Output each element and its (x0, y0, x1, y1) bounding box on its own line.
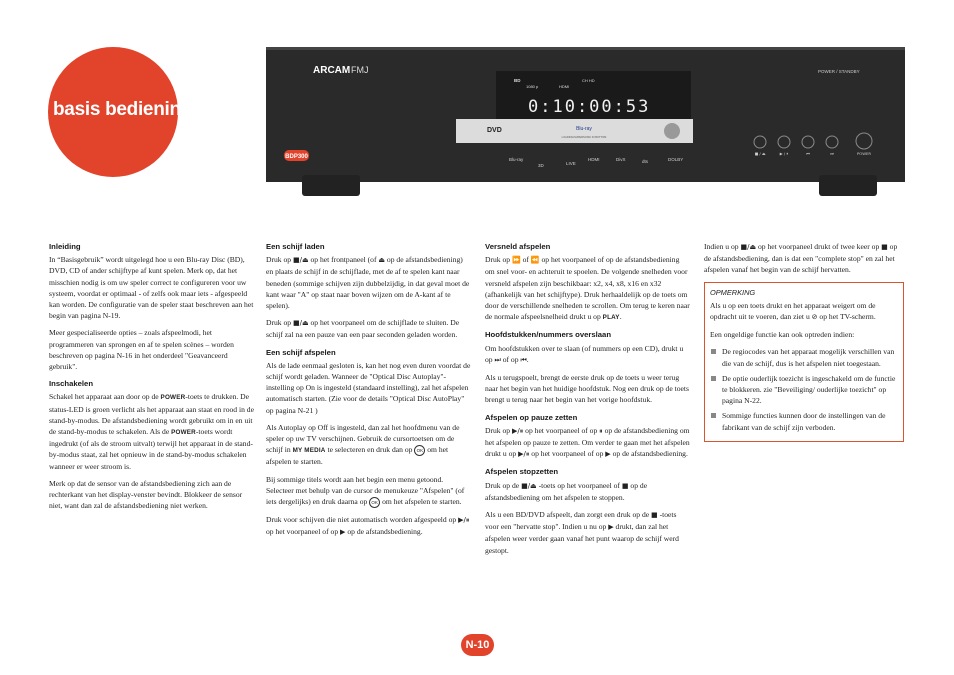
dvd-logo: DVD (487, 127, 502, 134)
note-list (710, 346, 898, 432)
player-foot-right (819, 175, 877, 196)
stop-eject-icon: ■/⏏ (293, 319, 309, 328)
stop-eject-icon: ■/⏏ (521, 481, 537, 490)
play-key-label: PLAY (602, 314, 620, 322)
heading-schijf-afspelen: Een schijf afspelen (266, 347, 336, 357)
logo-dts: dts (642, 159, 649, 164)
note-list-item: Sommige functies kunnen door de instellingen van de fabrikant van de schijf zijn verboden. (710, 410, 898, 432)
heading-versneld: Versneld afspelen (485, 242, 551, 251)
play-icon: ▶ (605, 450, 611, 459)
model-label: BDP300 (285, 154, 308, 160)
note-paragraph-1: Als u op een toets drukt en het apparaat weigert om de opdracht uit te voeren, dan ziet u ⊘ op het TV-scherm. (710, 300, 898, 323)
paragraph-autoplay: Als de lade eenmaal gesloten is, kan het nog even duren voordat de schijf wordt geladen. Wanneer de "Optical Disc Autoplay"-instelling op On is ingesteld (standaard instelling), zal het afspelen automatisch starten. (Zie voor de details "Optical Disc AutoPlay" op pagina N-21 ) (266, 360, 471, 415)
power-button[interactable] (856, 133, 872, 149)
column-4 (704, 241, 904, 442)
column-1 (49, 241, 254, 517)
brand-logo: ARCAM (313, 65, 351, 76)
section-title-circle (48, 47, 193, 177)
paragraph-power: Schakel het apparaat aan door op de POWER-toets te drukken. De status-LED is groen verlicht als het apparaat aan staat en rood in de stand-by-modus. De afstandsbediening wordt gebruikt om in en uit de stand-by-modus te schakelen. Als de POWER-toets wordt ingedrukt (of als de stroom uitvalt) terwijl het apparaat in de stand-by-modus staat, zal het opnieuw in de stand-by-modus schakelen wanneer er weer stroom is. (49, 392, 254, 471)
paragraph-fast: Druk op ⏩ of ⏪ op het voorpaneel of op de afstandsbediening om snel voor- en achteruit te spoelen. De volgende snelheden voor versneld afspelen zijn beschikbaar: x2, x4, x8, x16 en x32 (afhankelijk van het schijftype). Druk herhaaldelijk op de toets om door de verschillende snelheden te scrollen. Om terug te keren naar de normale afspeelsnelheid drukt u op PLAY. (485, 255, 690, 322)
paragraph-mymedia: Als Autoplay op Off is ingesteld, dan zal het hoofdmenu van de speler op uw TV verschijnen. Gebruik de cursortoetsen om de schijf in MY MEDIA te selecteren en druk dan op OK om het afspelen te starten. (266, 422, 460, 467)
play-pause-button[interactable] (778, 136, 790, 148)
heading-stopzetten: Afspelen stopzetten (485, 467, 559, 477)
next-icon: ⏭ (494, 355, 501, 364)
note-title: OPMERKING (710, 287, 756, 297)
paragraph-sensor: Merk op dat de sensor van de afstandsbediening zich aan de rechterkant van het display-venster bevindt. Blokkeer de sensor niet, want dan zal de afstandsbediening niet werken. (49, 478, 243, 511)
tray-label: LOADING/SUPERSONIC IN BOTTOM (561, 136, 607, 139)
pause-icon: ⏸ (599, 426, 603, 435)
paragraph-menu: Bij sommige titels wordt aan het begin een menu getoond. Selecteer met behulp van de cursor de menukeuze "Afspelen" (of iets dergelijks) en druk daarna op OK om het afspelen te starten. (266, 474, 465, 507)
next-label: ⏭ (830, 151, 834, 156)
display-hdmi: HDMI (559, 84, 570, 89)
prohibited-icon: ⊘ (811, 313, 818, 322)
note-box (704, 282, 904, 442)
play-pause-label: ▶ / ⏸ (779, 151, 789, 156)
stop-icon: ■ (621, 481, 629, 490)
logo-live: LIVE (566, 161, 576, 166)
stop-icon: ■ (881, 243, 888, 251)
column-3 (485, 241, 690, 562)
eject-icon: ⏏ (378, 256, 386, 265)
player-foot-left (302, 175, 360, 196)
section-title: basis bediening (53, 99, 193, 120)
paragraph-resume: Als u een BD/DVD afspeelt, dan zorgt een druk op de ■ -toets voor een "hervatte stop". Indien u nu op ▶ drukt, dan zal het afspelen weer verder gaan vanaf het punt waarop de schijf werd gestopt. (485, 510, 679, 555)
play-pause-icon: ▶/⏸ (512, 426, 524, 435)
my-media-label: MY MEDIA (292, 447, 326, 455)
stop-eject-icon: ■/⏏ (740, 243, 757, 251)
stop-eject-button[interactable] (754, 136, 766, 148)
display-ch: CH HD (582, 78, 595, 83)
logo-divx: DivX (616, 157, 626, 162)
display-digits: 0:10:00:53 (528, 97, 651, 117)
next-button[interactable] (826, 136, 838, 148)
play-icon: ▶ (608, 523, 614, 532)
player-image (266, 47, 905, 196)
heading-inleiding: Inleiding (49, 242, 81, 251)
stop-eject-icon: ■/⏏ (293, 256, 309, 265)
rewind-icon: ⏪ (530, 256, 540, 265)
power-button-label: POWER (856, 151, 872, 156)
logo-bluray: Blu-ray (509, 157, 524, 162)
display-bd: BD (514, 78, 521, 83)
logo-3d: 3D (538, 163, 544, 168)
heading-pauze: Afspelen op pauze zetten (485, 412, 578, 422)
paragraph-complete-stop: Indien u op ■/⏏ op het voorpaneel drukt of twee keer op ■ op de afstandsbediening, dan is dat een "complete stop" en zal het afspelen vanaf het begin van de schijf hervatten. (704, 242, 898, 275)
ok-icon: OK (414, 445, 425, 456)
paragraph-close: Druk op ■/⏏ op het voorpaneel om de schijflade te sluiten. De schijf zal na een pauze van een paar seconden geladen worden. (266, 318, 460, 340)
stop-icon: ■ (651, 511, 658, 520)
power-key-label-2: POWER (171, 429, 196, 437)
display-1080p: 1080 p (526, 84, 539, 89)
prev-button[interactable] (802, 136, 814, 148)
paragraph-intro: In “Basisgebruik” wordt uitgelegd hoe u een Blu-ray Disc (BD), DVD, CD of ander schijftype af kunt spelen. Merk op, dat het misschien nodig is om uw speler correct te configureren voor uw systeem, voordat er optimaal - of zelfs ook maar iets - afgespeeld kan worden. De configuratie van de speler staat beschreven aan het begin van pagina N-19. (49, 255, 254, 321)
paragraph-skip: Om hoofdstukken over te slaan (of nummers op een CD), drukt u op ⏭ of op ⏮. (485, 343, 690, 366)
page-number: N-10 (461, 634, 494, 656)
cd-logo (664, 123, 680, 139)
logo-hdmi: HDMI (588, 157, 600, 162)
note-paragraph-2: Een ongeldige functie kan ook optreden indien: (710, 330, 855, 340)
paragraph-stop: Druk op de ■/⏏ -toets op het voorpaneel of ■ op de afstandsbediening om het afspelen te stoppen. (485, 480, 648, 502)
fast-forward-icon: ⏩ (512, 256, 521, 265)
paragraph-manual-play: Druk voor schijven die niet automatisch worden afgespeeld op ▶/⏸ op het voorpaneel of op ▶ op de afstandsbediening. (266, 514, 471, 538)
power-standby-label: POWER / STANDBY (818, 69, 860, 74)
note-list-item: De optie ouderlijk toezicht is ingeschakeld om de functie te blokkeren. zie "Beveiliging/ ouderlijke toezicht" op pagina N-22. (710, 373, 898, 407)
ok-icon: OK (369, 497, 380, 508)
column-2 (266, 241, 471, 544)
note-list-item: De regiocodes van het apparaat mogelijk verschillen van die van de schijf, dus is het afspelen niet toegestaan. (710, 346, 898, 368)
paragraph-load: Druk op ■/⏏ op het frontpaneel (of ⏏ op de afstandsbediening) en plaats de schijf in de schijflade, met de af te spelen kant naar beneden (sommige schijven zijn dubbelzijdig, in dat geval moet de kant waar "A" op staat naar boven wijzen om de A-kant af te spelen). (266, 255, 470, 311)
series-logo: FMJ (351, 65, 369, 75)
prev-icon: ⏮ (520, 355, 527, 364)
play-pause-icon: ▶/⏸ (458, 515, 470, 524)
logo-dolby: DOLBY (668, 157, 684, 162)
bluray-tray-logo: Blu-ray (576, 126, 592, 132)
paragraph-advanced: Meer gespecialiseerde opties – zoals afspeelmodi, het programmeren van sprongen en af te spelen scènes – worden beschreven op pagina N-16 in het onderdeel "Geavanceerd gebruik". (49, 328, 234, 372)
play-pause-icon: ▶/⏸ (518, 450, 530, 459)
heading-schijf-laden: Een schijf laden (266, 242, 325, 251)
heading-overslaan: Hoofdstukken/nummers overslaan (485, 330, 612, 340)
heading-inschakelen: Inschakelen (49, 379, 94, 389)
stop-eject-label: ■ / ⏏ (754, 151, 766, 156)
power-key-label: POWER (160, 394, 186, 402)
play-icon: ▶ (340, 528, 346, 537)
paragraph-skip-back: Als u terugspoelt, brengt de eerste druk op de toets u weer terug naar het begin van het huidige hoofdstuk. Nog een druk op de toets brengt u terug naar het begin van het vorige hoofdstuk. (485, 373, 689, 405)
paragraph-pause: Druk op ▶/⏸ op het voorpaneel of op ⏸ op de afstandsbediening om het afspelen op pauze te zetten. Om verder te gaan met het afspelen drukt u op ▶/⏸ op het voorpaneel of op ▶ op de afstandsbediening. (485, 425, 690, 461)
prev-label: ⏮ (806, 151, 810, 156)
